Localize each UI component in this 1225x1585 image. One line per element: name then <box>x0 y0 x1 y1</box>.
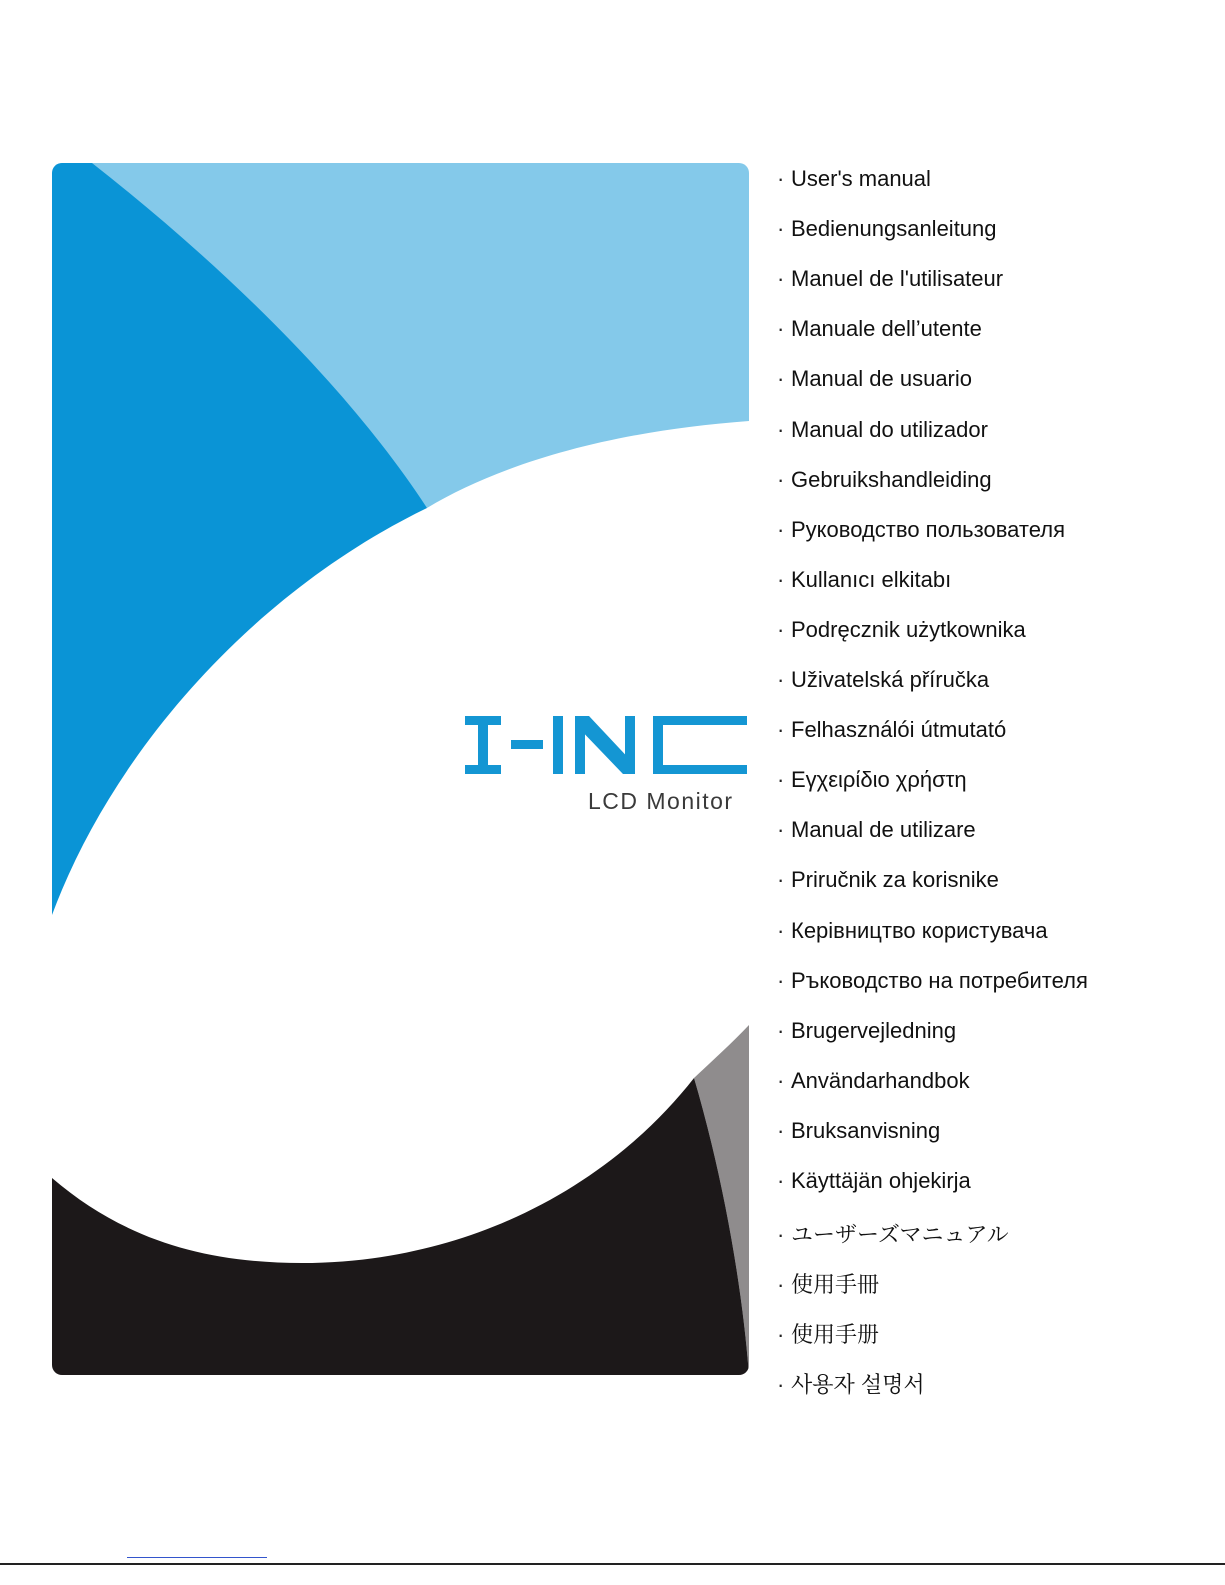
bullet-icon: · <box>777 517 785 542</box>
bullet-icon: · <box>777 366 785 391</box>
language-item <box>777 467 992 493</box>
language-label: 사용자 설명서 <box>791 1372 925 1397</box>
language-item <box>777 918 1048 944</box>
bullet-icon: · <box>777 467 785 492</box>
language-label: Käyttäjän ohjekirja <box>791 1168 971 1193</box>
language-label: Manuale dell’utente <box>791 316 982 341</box>
language-label: User's manual <box>791 166 931 191</box>
language-item <box>777 1018 956 1044</box>
bullet-icon: · <box>777 216 785 241</box>
language-label: Manuel de l'utilisateur <box>791 266 1004 291</box>
language-label: Bruksanvisning <box>791 1118 941 1143</box>
bullet-icon: · <box>777 1372 785 1397</box>
language-item <box>777 517 1065 543</box>
language-item <box>777 1318 879 1349</box>
language-item <box>777 1268 879 1299</box>
language-label: Felhasználói útmutató <box>791 717 1007 742</box>
brand-logo <box>465 716 747 778</box>
bullet-icon: · <box>777 266 785 291</box>
language-item <box>777 266 1003 292</box>
language-label: Керівництво користувача <box>791 918 1048 943</box>
language-item <box>777 366 972 392</box>
bullet-icon: · <box>777 417 785 442</box>
language-item <box>777 216 997 242</box>
language-item <box>777 867 999 893</box>
product-subtitle: LCD Monitor <box>588 788 734 814</box>
language-item <box>777 1368 925 1399</box>
language-label: Manual de utilizare <box>791 817 976 842</box>
bullet-icon: · <box>777 767 785 792</box>
bullet-icon: · <box>777 918 785 943</box>
language-item <box>777 1168 971 1194</box>
language-item <box>777 567 951 593</box>
language-label: Bedienungsanleitung <box>791 216 997 241</box>
bullet-icon: · <box>777 817 785 842</box>
footer-link-underline <box>127 1557 267 1558</box>
bullet-icon: · <box>777 617 785 642</box>
language-label: Εγχειρίδιο χρήστη <box>791 767 967 792</box>
bullet-icon: · <box>777 667 785 692</box>
language-item <box>777 417 988 443</box>
language-item <box>777 617 1026 643</box>
bullet-icon: · <box>777 166 785 191</box>
language-label: Uživatelská příručka <box>791 667 990 692</box>
bullet-icon: · <box>777 1068 785 1093</box>
language-item <box>777 316 982 342</box>
language-item <box>777 968 1088 994</box>
bullet-icon: · <box>777 1118 785 1143</box>
language-label: Användarhandbok <box>791 1068 970 1093</box>
bullet-icon: · <box>777 867 785 892</box>
language-label: Priručnik za korisnike <box>791 867 999 892</box>
language-label: 使用手册 <box>791 1322 880 1347</box>
language-label: Ръководство на потребителя <box>791 968 1088 993</box>
language-item <box>777 817 976 843</box>
language-item <box>777 166 931 192</box>
bullet-icon: · <box>777 1018 785 1043</box>
bullet-icon: · <box>777 1168 785 1193</box>
bullet-icon: · <box>777 1272 785 1297</box>
language-item <box>777 1218 1009 1249</box>
bullet-icon: · <box>777 1322 785 1347</box>
language-item <box>777 667 989 693</box>
language-label: Brugervejledning <box>791 1018 957 1043</box>
language-label: Podręcznik użytkownika <box>791 617 1026 642</box>
footer-rule <box>0 1563 1225 1565</box>
language-item <box>777 717 1006 743</box>
language-item <box>777 1118 940 1144</box>
brand-logo-graphic <box>465 716 747 778</box>
bullet-icon: · <box>777 1222 785 1247</box>
language-label: Manual do utilizador <box>791 417 988 442</box>
bullet-icon: · <box>777 567 785 592</box>
bullet-icon: · <box>777 316 785 341</box>
language-label: Gebruikshandleiding <box>791 467 992 492</box>
language-label: ユーザーズマニュアル <box>791 1222 1009 1247</box>
language-label: Manual de usuario <box>791 366 973 391</box>
language-label: Kullanıcı elkitabı <box>791 567 952 592</box>
language-item <box>777 767 967 793</box>
bullet-icon: · <box>777 717 785 742</box>
language-label: Руководство пользователя <box>791 517 1065 542</box>
language-item <box>777 1068 970 1094</box>
language-list <box>777 0 1217 1585</box>
bullet-icon: · <box>777 968 785 993</box>
language-label: 使用手冊 <box>791 1272 880 1297</box>
